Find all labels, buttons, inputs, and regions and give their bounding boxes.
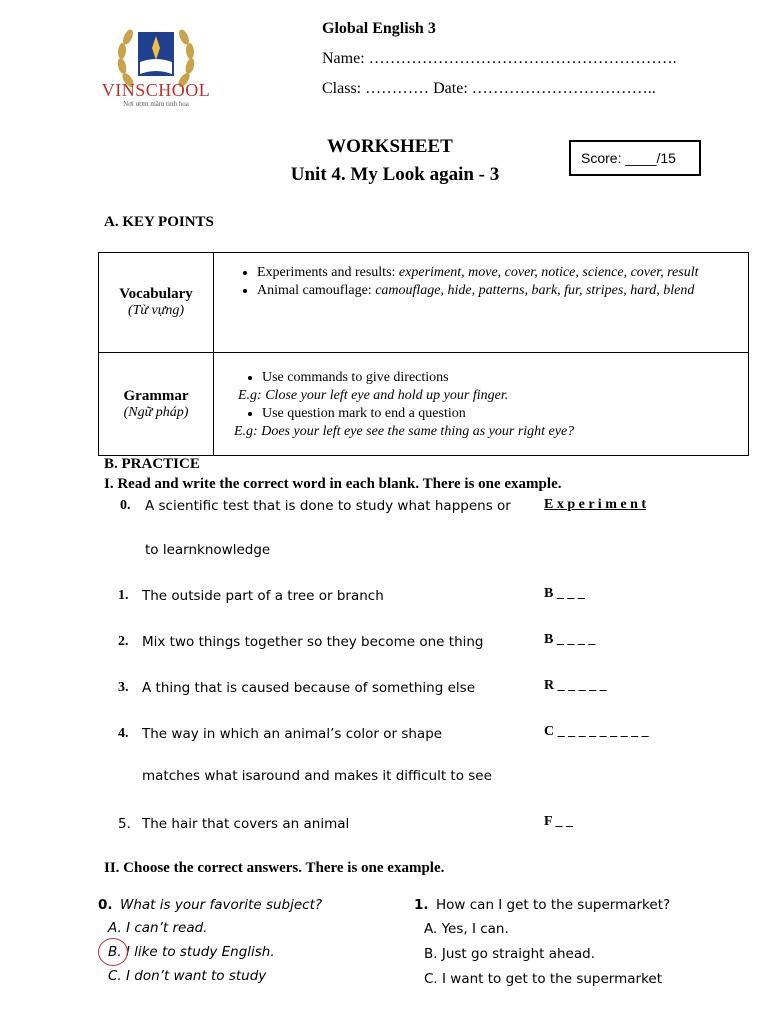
option-b[interactable]: B. I like to study English.	[108, 944, 275, 960]
answer-blank[interactable]: B _ _ _	[544, 586, 585, 601]
worksheet-title: WORKSHEET	[327, 136, 453, 157]
item-text: The hair that covers an animal	[142, 816, 350, 832]
grammar-content-cell	[214, 353, 749, 456]
answer-blank[interactable]: F _ _	[544, 814, 574, 829]
part2-title: II. Choose the correct answers. There is one example.	[104, 860, 445, 876]
vocab-label-cell	[99, 253, 214, 353]
logo-tagline: Nơi ươm mầm tinh hoa	[123, 100, 189, 108]
item-number: 3.	[118, 680, 129, 695]
option-c[interactable]: C. I want to get to the supermarket	[424, 971, 663, 987]
item-text: Mix two things together so they become one thing	[142, 634, 484, 650]
item-text-cont: matches what isaround and makes it difficult to see	[142, 768, 492, 784]
example-answer: E x p e r i m e n t	[544, 497, 647, 512]
vocab-sub: (Từ vựng)	[127, 303, 185, 318]
option-c[interactable]: C. I don’t want to study	[108, 968, 267, 984]
item-text-cont: to learnknowledge	[145, 542, 271, 558]
option-b[interactable]: B. Just go straight ahead.	[424, 946, 595, 962]
grammar-item: • Use question mark to end a question	[262, 406, 748, 422]
item-number: 2.	[118, 634, 129, 649]
key-points-table	[98, 252, 749, 456]
question-number: 0.	[98, 897, 113, 913]
course-title: Global English 3	[322, 20, 436, 37]
item-number: 1.	[118, 588, 129, 603]
section-b-heading: B. PRACTICE	[104, 456, 200, 472]
answer-blank[interactable]: C _ _ _ _ _ _ _ _ _	[544, 724, 649, 739]
part1-title: I. Read and write the correct word in each blank. There is one example.	[104, 476, 562, 492]
grammar-sub: (Ngữ pháp)	[123, 404, 189, 420]
section-a-heading: A. KEY POINTS	[104, 214, 214, 230]
item-text: A thing that is caused because of something else	[142, 680, 475, 696]
vocab-label: Vocabulary	[119, 286, 193, 302]
option-a[interactable]: A. I can’t read.	[108, 920, 208, 936]
grammar-item: • Use commands to give directions	[262, 370, 748, 386]
selected-answer-circle	[98, 938, 128, 966]
answer-blank[interactable]: R _ _ _ _ _	[544, 678, 607, 693]
item-number: 4.	[118, 726, 129, 741]
vocab-item: • Animal camouflage: camouflage, hide, patterns, bark, fur, stripes, hard, blend	[257, 283, 747, 299]
grammar-label: Grammar	[123, 387, 189, 404]
item-text: The way in which an animal’s color or shape	[142, 726, 443, 742]
question-text: How can I get to the supermarket?	[436, 897, 671, 913]
question-number: 1.	[414, 897, 429, 913]
item-number: 5.	[118, 816, 131, 832]
item-text: The outside part of a tree or branch	[142, 588, 384, 604]
score-box: Score: ____/15	[569, 140, 701, 176]
grammar-example: E.g: Close your left eye and hold up your finger.	[238, 388, 509, 403]
question-text: What is your favorite subject?	[120, 897, 323, 913]
item-number: 0.	[120, 498, 131, 513]
grammar-example: E.g: Does your left eye see the same thing as your right eye?	[234, 424, 575, 439]
vocab-item: • Experiments and results: experiment, move, cover, notice, science, cover, result	[257, 265, 747, 281]
item-text: A scientific test that is done to study what happens or	[145, 498, 511, 514]
answer-blank[interactable]: B _ _ _ _	[544, 632, 596, 647]
name-line: Name: ………………………………………………….	[322, 50, 677, 67]
logo-name: VINSCHOOL	[101, 80, 211, 100]
unit-title: Unit 4. My Look again - 3	[290, 164, 500, 185]
class-date-line: Class: ………… Date: ……………………………..	[322, 80, 656, 97]
option-a[interactable]: A. Yes, I can.	[424, 921, 509, 937]
grammar-label-cell	[99, 353, 214, 456]
vocab-content-cell	[214, 253, 749, 353]
